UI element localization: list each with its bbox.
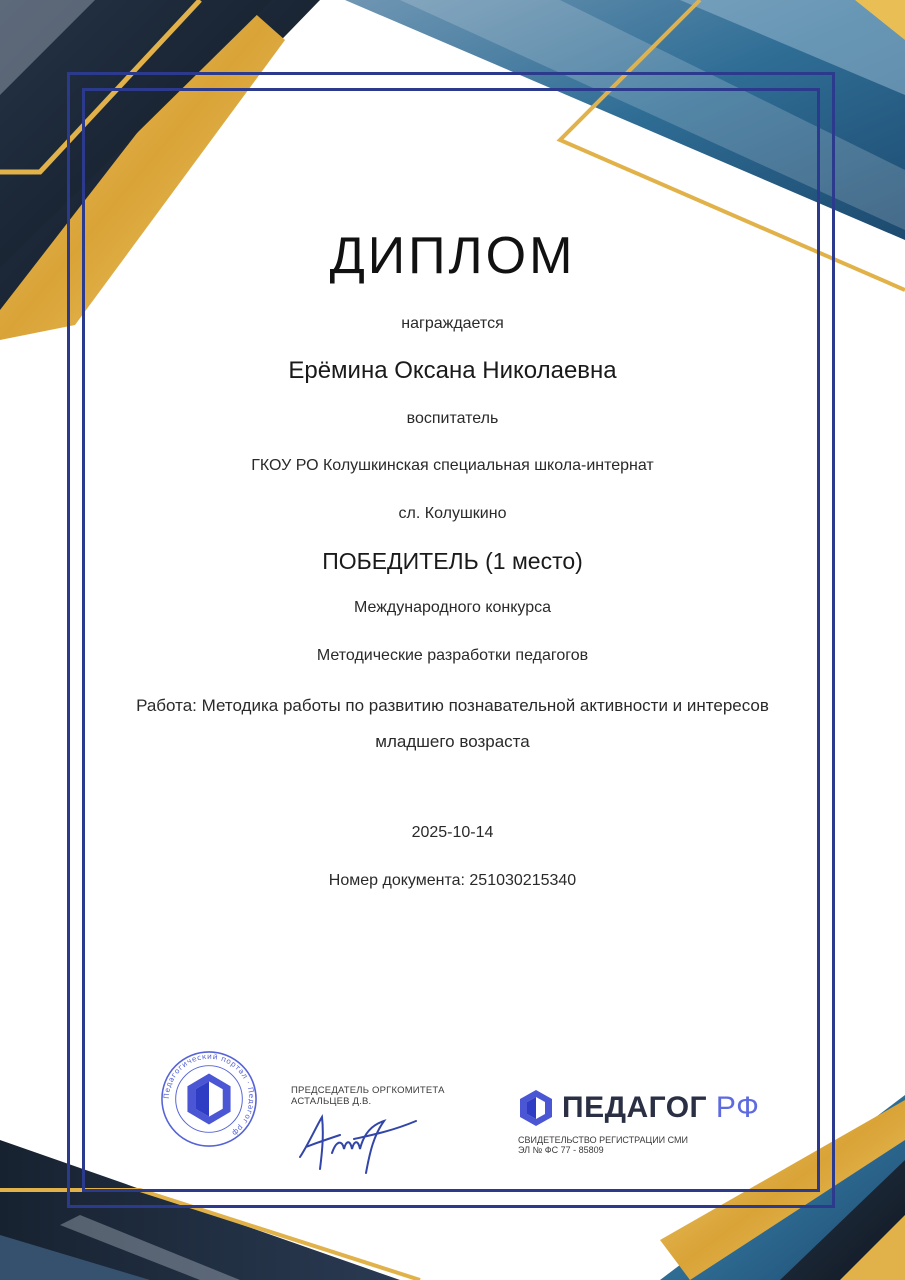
diploma-title: ДИПЛОМ [329, 227, 576, 285]
chairman-caption [291, 1085, 445, 1107]
registration-label: СВИДЕТЕЛЬСТВО РЕГИСТРАЦИИ СМИ [518, 1135, 688, 1145]
locality: сл. Колушкино [398, 505, 507, 522]
logo-wordmark [562, 1091, 759, 1125]
work-title [92, 688, 813, 760]
organization-name: ГКОУ РО Колушкинская специальная школа-интернат [251, 457, 654, 474]
portal-seal-icon [160, 1050, 258, 1148]
contest-name: Методические разработки педагогов [316, 647, 589, 664]
chairman-signature [292, 1105, 422, 1180]
award-date: 2025-10-14 [411, 824, 494, 841]
chairman-name: АСТАЛЬЦЕВ Д.В. [291, 1096, 372, 1107]
svg-text:Педагогический портал · Педаго: Педагогический портал · Педагог рф [161, 1051, 257, 1139]
awarded-label: награждается [401, 315, 504, 332]
registration-number: ЭЛ № ФС 77 - 85809 [518, 1145, 604, 1155]
contest-type: Международного конкурса [353, 599, 552, 616]
recipient-name: Ерёмина Оксана Николаевна [288, 357, 617, 384]
work-title-line-2: младшего возраста [375, 732, 530, 751]
document-number: Номер документа: 251030215340 [328, 872, 577, 889]
chairman-title: ПРЕДСЕДАТЕЛЬ ОРГКОМИТЕТА [291, 1085, 445, 1096]
recipient-position: воспитатель [406, 410, 499, 427]
logo-main-text: ПЕДАГОГ [562, 1091, 708, 1124]
award-place: ПОБЕДИТЕЛЬ (1 место) [322, 548, 583, 574]
registration-info [518, 1135, 748, 1155]
logo-accent-text: РФ [715, 1091, 760, 1124]
pedagog-logo-icon [516, 1088, 556, 1128]
work-title-line-1: Работа: Методика работы по развитию познавательной активности и интересов [136, 696, 769, 715]
